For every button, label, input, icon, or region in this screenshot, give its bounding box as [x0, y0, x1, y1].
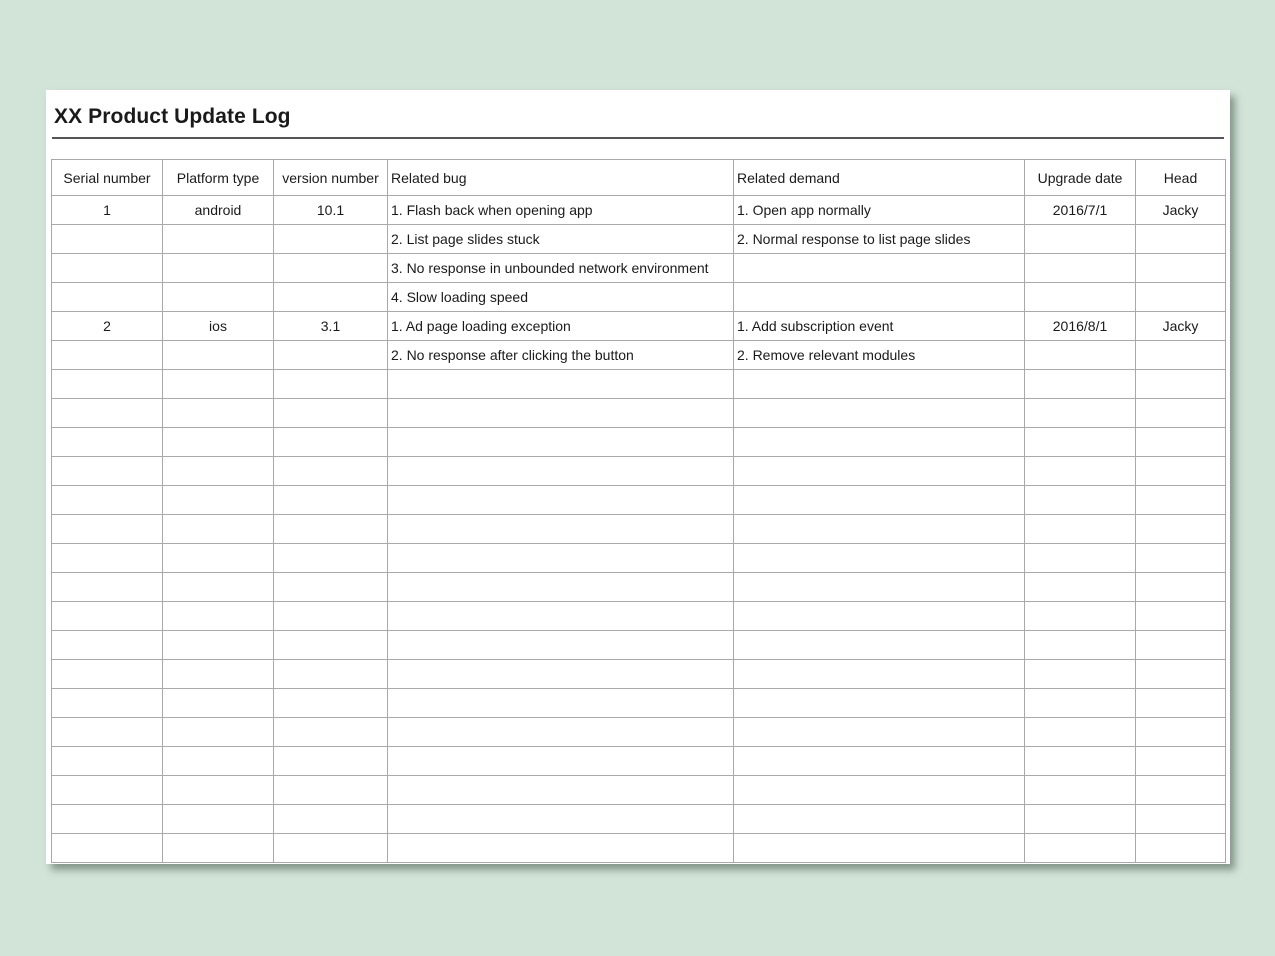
cell-version-number[interactable]	[274, 776, 388, 805]
cell-platform-type[interactable]	[163, 602, 274, 631]
table-row	[52, 515, 1226, 544]
cell-serial-number[interactable]	[52, 399, 163, 428]
cell-related-bug[interactable]	[388, 457, 734, 486]
cell-serial-number[interactable]	[52, 544, 163, 573]
header-related-demand[interactable]: Related demand	[734, 160, 1025, 196]
header-upgrade-date[interactable]: Upgrade date	[1025, 160, 1136, 196]
cell-related-bug[interactable]	[388, 428, 734, 457]
cell-upgrade-date[interactable]: 2016/7/1	[1025, 196, 1136, 225]
cell-upgrade-date[interactable]	[1025, 370, 1136, 399]
cell-platform-type[interactable]	[163, 399, 274, 428]
cell-related-bug[interactable]	[388, 370, 734, 399]
cell-version-number[interactable]	[274, 457, 388, 486]
cell-related-bug[interactable]	[388, 573, 734, 602]
header-head[interactable]: Head	[1136, 160, 1226, 196]
cell-upgrade-date[interactable]	[1025, 428, 1136, 457]
table-row	[52, 254, 1226, 283]
cell-head[interactable]	[1136, 776, 1226, 805]
cell-serial-number[interactable]	[52, 660, 163, 689]
cell-serial-number[interactable]	[52, 718, 163, 747]
cell-version-number[interactable]	[274, 399, 388, 428]
cell-version-number[interactable]	[274, 544, 388, 573]
table-row	[52, 805, 1226, 834]
cell-serial-number[interactable]	[52, 283, 163, 312]
cell-related-demand[interactable]: 2. Remove relevant modules	[734, 341, 1025, 370]
cell-head[interactable]	[1136, 689, 1226, 718]
cell-serial-number[interactable]: 1	[52, 196, 163, 225]
cell-platform-type[interactable]	[163, 486, 274, 515]
cell-serial-number[interactable]	[52, 805, 163, 834]
table-row	[52, 312, 1226, 341]
cell-related-bug[interactable]	[388, 399, 734, 428]
cell-related-demand[interactable]	[734, 370, 1025, 399]
cell-serial-number[interactable]	[52, 573, 163, 602]
cell-related-bug[interactable]	[388, 602, 734, 631]
header-serial-number[interactable]: Serial number	[52, 160, 163, 196]
cell-upgrade-date[interactable]	[1025, 776, 1136, 805]
cell-head[interactable]	[1136, 660, 1226, 689]
cell-upgrade-date[interactable]	[1025, 747, 1136, 776]
cell-related-demand[interactable]	[734, 399, 1025, 428]
cell-head[interactable]: Jacky	[1136, 196, 1226, 225]
cell-serial-number[interactable]	[52, 689, 163, 718]
cell-upgrade-date[interactable]	[1025, 515, 1136, 544]
cell-head[interactable]	[1136, 370, 1226, 399]
cell-platform-type[interactable]	[163, 428, 274, 457]
header-row	[52, 160, 1226, 196]
cell-related-demand[interactable]	[734, 283, 1025, 312]
cell-serial-number[interactable]	[52, 776, 163, 805]
title-divider	[52, 137, 1224, 139]
cell-related-demand[interactable]	[734, 834, 1025, 863]
table-row	[52, 776, 1226, 805]
cell-version-number[interactable]	[274, 515, 388, 544]
cell-related-demand[interactable]	[734, 515, 1025, 544]
cell-head[interactable]	[1136, 457, 1226, 486]
cell-related-demand[interactable]	[734, 631, 1025, 660]
header-version-number[interactable]: version number	[274, 160, 388, 196]
cell-head[interactable]	[1136, 805, 1226, 834]
cell-related-demand[interactable]	[734, 457, 1025, 486]
cell-platform-type[interactable]: ios	[163, 312, 274, 341]
cell-head[interactable]	[1136, 225, 1226, 254]
table-row	[52, 602, 1226, 631]
cell-serial-number[interactable]	[52, 486, 163, 515]
cell-platform-type[interactable]	[163, 747, 274, 776]
cell-related-bug[interactable]	[388, 747, 734, 776]
table-row	[52, 834, 1226, 863]
cell-related-demand[interactable]	[734, 602, 1025, 631]
table-body	[52, 196, 1226, 863]
cell-upgrade-date[interactable]	[1025, 631, 1136, 660]
cell-version-number[interactable]: 10.1	[274, 196, 388, 225]
cell-upgrade-date[interactable]	[1025, 225, 1136, 254]
cell-upgrade-date[interactable]	[1025, 689, 1136, 718]
table-row	[52, 660, 1226, 689]
cell-related-bug[interactable]	[388, 631, 734, 660]
update-log-table	[51, 159, 1226, 863]
cell-version-number[interactable]	[274, 747, 388, 776]
cell-serial-number[interactable]	[52, 631, 163, 660]
cell-version-number[interactable]	[274, 631, 388, 660]
cell-serial-number[interactable]: 2	[52, 312, 163, 341]
table-row	[52, 428, 1226, 457]
cell-platform-type[interactable]	[163, 834, 274, 863]
cell-related-demand[interactable]	[734, 486, 1025, 515]
cell-platform-type[interactable]	[163, 631, 274, 660]
cell-upgrade-date[interactable]	[1025, 457, 1136, 486]
cell-upgrade-date[interactable]	[1025, 399, 1136, 428]
cell-version-number[interactable]	[274, 370, 388, 399]
cell-head[interactable]	[1136, 283, 1226, 312]
cell-version-number[interactable]: 3.1	[274, 312, 388, 341]
cell-head[interactable]	[1136, 573, 1226, 602]
table-row	[52, 631, 1226, 660]
table-row	[52, 341, 1226, 370]
cell-related-demand[interactable]	[734, 660, 1025, 689]
cell-related-demand[interactable]	[734, 544, 1025, 573]
cell-related-demand[interactable]	[734, 747, 1025, 776]
cell-head[interactable]	[1136, 428, 1226, 457]
cell-platform-type[interactable]: android	[163, 196, 274, 225]
table-row	[52, 196, 1226, 225]
cell-upgrade-date[interactable]	[1025, 341, 1136, 370]
cell-version-number[interactable]	[274, 602, 388, 631]
cell-serial-number[interactable]	[52, 254, 163, 283]
cell-version-number[interactable]	[274, 660, 388, 689]
cell-serial-number[interactable]	[52, 834, 163, 863]
cell-serial-number[interactable]	[52, 457, 163, 486]
cell-upgrade-date[interactable]	[1025, 602, 1136, 631]
table-row	[52, 747, 1226, 776]
cell-related-bug[interactable]: 1. Flash back when opening app	[388, 196, 734, 225]
cell-head[interactable]: Jacky	[1136, 312, 1226, 341]
cell-head[interactable]	[1136, 747, 1226, 776]
cell-version-number[interactable]	[274, 718, 388, 747]
header-related-bug[interactable]: Related bug	[388, 160, 734, 196]
table-row	[52, 370, 1226, 399]
cell-serial-number[interactable]	[52, 370, 163, 399]
cell-related-bug[interactable]	[388, 486, 734, 515]
cell-serial-number[interactable]	[52, 515, 163, 544]
cell-head[interactable]	[1136, 544, 1226, 573]
cell-platform-type[interactable]	[163, 457, 274, 486]
cell-platform-type[interactable]	[163, 254, 274, 283]
cell-upgrade-date[interactable]	[1025, 660, 1136, 689]
cell-head[interactable]	[1136, 254, 1226, 283]
cell-platform-type[interactable]	[163, 370, 274, 399]
cell-version-number[interactable]	[274, 573, 388, 602]
cell-related-bug[interactable]	[388, 544, 734, 573]
cell-upgrade-date[interactable]	[1025, 283, 1136, 312]
cell-version-number[interactable]	[274, 689, 388, 718]
cell-related-bug[interactable]: 2. No response after clicking the button	[388, 341, 734, 370]
cell-related-demand[interactable]	[734, 573, 1025, 602]
cell-head[interactable]	[1136, 341, 1226, 370]
spreadsheet-page	[46, 90, 1230, 864]
cell-serial-number[interactable]	[52, 225, 163, 254]
cell-head[interactable]	[1136, 718, 1226, 747]
cell-platform-type[interactable]	[163, 718, 274, 747]
cell-upgrade-date[interactable]: 2016/8/1	[1025, 312, 1136, 341]
cell-related-demand[interactable]	[734, 254, 1025, 283]
cell-related-bug[interactable]: 1. Ad page loading exception	[388, 312, 734, 341]
cell-platform-type[interactable]	[163, 805, 274, 834]
table-row	[52, 225, 1226, 254]
cell-platform-type[interactable]	[163, 515, 274, 544]
cell-related-bug[interactable]	[388, 805, 734, 834]
cell-platform-type[interactable]	[163, 776, 274, 805]
cell-head[interactable]	[1136, 399, 1226, 428]
cell-version-number[interactable]	[274, 834, 388, 863]
cell-version-number[interactable]	[274, 254, 388, 283]
cell-related-demand[interactable]	[734, 689, 1025, 718]
cell-version-number[interactable]	[274, 428, 388, 457]
cell-platform-type[interactable]	[163, 225, 274, 254]
cell-related-bug[interactable]: 4. Slow loading speed	[388, 283, 734, 312]
cell-serial-number[interactable]	[52, 747, 163, 776]
cell-upgrade-date[interactable]	[1025, 805, 1136, 834]
cell-version-number[interactable]	[274, 341, 388, 370]
cell-related-demand[interactable]: 1. Open app normally	[734, 196, 1025, 225]
cell-upgrade-date[interactable]	[1025, 573, 1136, 602]
cell-related-demand[interactable]	[734, 805, 1025, 834]
cell-serial-number[interactable]	[52, 602, 163, 631]
cell-related-bug[interactable]	[388, 689, 734, 718]
cell-upgrade-date[interactable]	[1025, 834, 1136, 863]
cell-version-number[interactable]	[274, 805, 388, 834]
cell-related-demand[interactable]	[734, 776, 1025, 805]
cell-related-demand[interactable]: 1. Add subscription event	[734, 312, 1025, 341]
cell-head[interactable]	[1136, 631, 1226, 660]
cell-upgrade-date[interactable]	[1025, 544, 1136, 573]
table-row	[52, 457, 1226, 486]
cell-version-number[interactable]	[274, 283, 388, 312]
cell-platform-type[interactable]	[163, 573, 274, 602]
cell-serial-number[interactable]	[52, 341, 163, 370]
cell-platform-type[interactable]	[163, 544, 274, 573]
cell-version-number[interactable]	[274, 225, 388, 254]
cell-head[interactable]	[1136, 486, 1226, 515]
cell-related-demand[interactable]: 2. Normal response to list page slides	[734, 225, 1025, 254]
cell-related-bug[interactable]	[388, 776, 734, 805]
cell-head[interactable]	[1136, 602, 1226, 631]
table-row	[52, 283, 1226, 312]
cell-upgrade-date[interactable]	[1025, 718, 1136, 747]
cell-related-demand[interactable]	[734, 718, 1025, 747]
table-row	[52, 544, 1226, 573]
table-row	[52, 689, 1226, 718]
table-row	[52, 486, 1226, 515]
cell-upgrade-date[interactable]	[1025, 486, 1136, 515]
cell-upgrade-date[interactable]	[1025, 254, 1136, 283]
cell-platform-type[interactable]	[163, 660, 274, 689]
cell-related-bug[interactable]	[388, 660, 734, 689]
cell-platform-type[interactable]	[163, 341, 274, 370]
header-platform-type[interactable]: Platform type	[163, 160, 274, 196]
cell-head[interactable]	[1136, 515, 1226, 544]
cell-serial-number[interactable]	[52, 428, 163, 457]
table-row	[52, 399, 1226, 428]
cell-head[interactable]	[1136, 834, 1226, 863]
cell-related-bug[interactable]	[388, 515, 734, 544]
page-title: XX Product Update Log	[54, 105, 291, 128]
table-row	[52, 573, 1226, 602]
cell-platform-type[interactable]	[163, 283, 274, 312]
cell-related-bug[interactable]	[388, 834, 734, 863]
cell-related-bug[interactable]	[388, 718, 734, 747]
cell-related-demand[interactable]	[734, 428, 1025, 457]
cell-platform-type[interactable]	[163, 689, 274, 718]
table-row	[52, 718, 1226, 747]
cell-version-number[interactable]	[274, 486, 388, 515]
cell-related-bug[interactable]: 3. No response in unbounded network environment	[388, 254, 734, 283]
cell-related-bug[interactable]: 2. List page slides stuck	[388, 225, 734, 254]
